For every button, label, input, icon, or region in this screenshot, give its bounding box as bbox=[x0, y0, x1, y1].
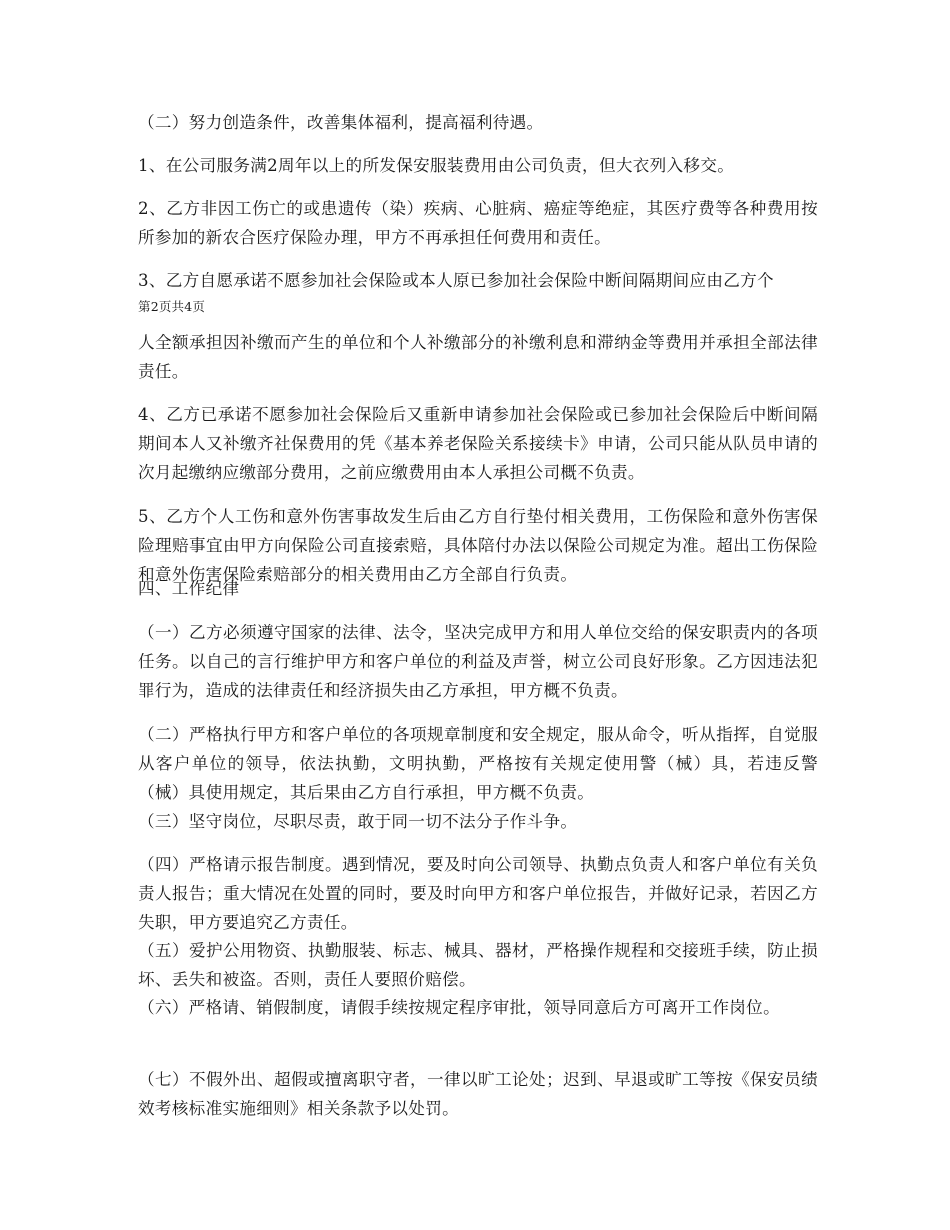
paragraph-item-5: 5、乙方个人工伤和意外伤害事故发生后由乙方自行垫付相关费用，工伤保险和意外伤害保险理赔事宜由甲方向保险公司直接索赔，具体陪付办法以保险公司规定为准。超出工伤保险和意外伤害保险索赔部分的相关费用由乙方全部自行负责。 bbox=[138, 507, 818, 584]
section-heading-discipline: 四、工作纪律 bbox=[138, 579, 240, 598]
paragraph-discipline-7: （七）不假外出、超假或擅离职守者，一律以旷工论处；迟到、早退或旷工等按《保安员绩效考核标准实施细则》相关条款予以处罚。 bbox=[138, 1070, 818, 1118]
paragraph-discipline-6: （六）严格请、销假制度，请假手续按规定程序审批，领导同意后方可离开工作岗位。 bbox=[138, 998, 780, 1017]
paragraph-item-4: 4、乙方已承诺不愿参加社会保险后又重新申请参加社会保险或已参加社会保险后中断间隔期间本人又补缴齐社保费用的凭《基本养老保险关系接续卡》申请，公司只能从队员申请的次月起缴纳应缴部分费用，之前应缴费用由本人承担公司概不负责。 bbox=[138, 405, 818, 482]
page-footer: 第2页共4页 bbox=[138, 299, 206, 314]
paragraph-item-3-start: 3、乙方自愿承诺不愿参加社会保险或本人原已参加社会保险中断间隔期间应由乙方个 bbox=[138, 271, 774, 290]
paragraph-discipline-1: （一）乙方必须遵守国家的法律、法令，坚决完成甲方和用人单位交给的保安职责内的各项任务。以自己的言行维护甲方和客户单位的利益及声誉，树立公司良好形象。乙方因违法犯罪行为，造成的法律责任和经济损失由乙方承担，甲方概不负责。 bbox=[138, 623, 818, 700]
paragraph-item-2: 2、乙方非因工伤亡的或患遗传（染）疾病、心脏病、癌症等绝症，其医疗费等各种费用按所参加的新农合医疗保险办理，甲方不再承担任何费用和责任。 bbox=[138, 199, 818, 247]
paragraph-discipline-4: （四）严格请示报告制度。遇到情况，要及时向公司领导、执勤点负责人和客户单位有关负责人报告；重大情况在处置的同时，要及时向甲方和客户单位报告，并做好记录，若因乙方失职，甲方要追究乙方责任。 bbox=[138, 855, 818, 932]
paragraph-discipline-2: （二）严格执行甲方和客户单位的各项规章制度和安全规定，服从命令，听从指挥，自觉服从客户单位的领导，依法执勤，文明执勤，严格按有关规定使用警（械）具，若违反警（械）具使用规定，其后果由乙方自行承担，甲方概不负责。 bbox=[138, 725, 818, 802]
paragraph-item-1: 1、在公司服务满2周年以上的所发保安服装费用由公司负责，但大衣列入移交。 bbox=[138, 156, 735, 175]
paragraph-discipline-3: （三）坚守岗位，尽职尽责，敢于同一切不法分子作斗争。 bbox=[138, 812, 578, 831]
paragraph-item-3-cont: 人全额承担因补缴而产生的单位和个人补缴部分的补缴利息和滞纳金等费用并承担全部法律责任。 bbox=[138, 333, 818, 381]
paragraph-welfare-heading: （二）努力创造条件，改善集体福利，提高福利待遇。 bbox=[138, 113, 544, 132]
paragraph-discipline-5: （五）爱护公用物资、执勤服装、标志、械具、器材，严格操作规程和交接班手续，防止损坏、丢失和被盗。否则，责任人要照价赔偿。 bbox=[138, 941, 818, 989]
